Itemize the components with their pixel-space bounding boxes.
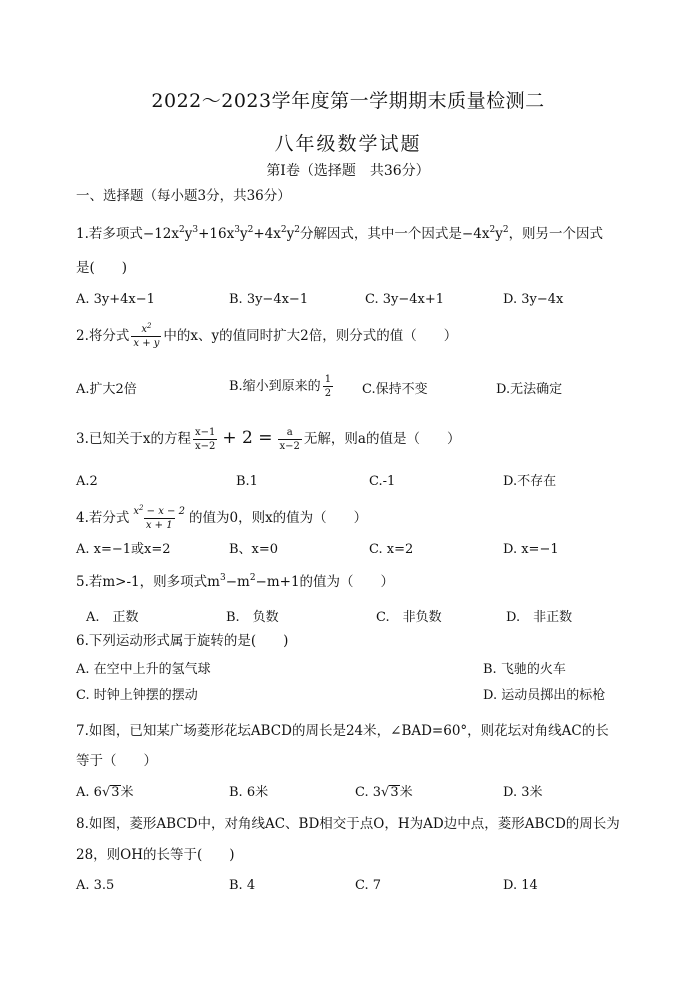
q1-option-c[interactable]: C. 3y−4x+1	[365, 292, 445, 307]
q3-option-a[interactable]: A.2	[76, 474, 98, 489]
q6-option-d[interactable]: D. 运动员掷出的标枪	[483, 688, 606, 703]
question-1-line-2: 是( )	[76, 260, 128, 276]
q8-option-d[interactable]: D. 14	[503, 878, 538, 893]
q4-option-d[interactable]: D. x=−1	[503, 542, 559, 557]
q2-fraction: $\frac{x^2}{x + y}$	[133, 322, 160, 349]
q2-option-a[interactable]: A.扩大2倍	[76, 382, 137, 397]
q2-option-c[interactable]: C.保持不变	[362, 382, 428, 397]
q7-option-b[interactable]: B. 6米	[229, 785, 269, 800]
question-3-line: 3.已知关于x的方程 $\frac{x-1}{x-2}$ + 2 = $\frac{a}{x-2}$ 无解，则a的值是（ ）	[76, 427, 461, 452]
q8-option-b[interactable]: B. 4	[229, 878, 256, 893]
question-7-line-1: 7.如图，已知某广场菱形花坛ABCD的周长是24米，∠BAD=60°，则花坛对角线AC的长	[76, 723, 609, 739]
q3-fraction-right: $\frac{a}{x-2}$	[279, 427, 300, 452]
q8-option-c[interactable]: C. 7	[355, 878, 382, 893]
q1-option-d[interactable]: D. 3y−4x	[503, 292, 564, 307]
q5-option-b[interactable]: B. 负数	[226, 610, 279, 625]
q6-option-c[interactable]: C. 时钟上钟摆的摆动	[76, 688, 198, 703]
sqrt-icon: √	[101, 785, 111, 800]
q2-option-b[interactable]: B.缩小到原来的 $\frac{1}{2}$	[229, 374, 332, 399]
sqrt-icon: √	[381, 785, 390, 800]
q6-option-a[interactable]: A. 在空中上升的氢气球	[76, 662, 211, 677]
q3-fraction-left: $\frac{x-1}{x-2}$	[195, 427, 216, 452]
q4-option-a[interactable]: A. x=−1或x=2	[76, 542, 171, 557]
question-5-line: 5.若m>-1，则多项式$m^3-m^2-m+1$的值为（ ）	[76, 573, 395, 590]
q4-option-c[interactable]: C. x=2	[369, 542, 414, 557]
q7-option-c[interactable]: C. 3√3米	[355, 785, 413, 800]
section-heading: 一、选择题（每小题3分，共36分）	[76, 188, 291, 204]
q5-option-c[interactable]: C. 非负数	[376, 610, 442, 625]
question-4-line: 4.若分式 $\frac{x^2 - x - 2}{x + 1}$ 的值为0，则x的值为（ ）	[76, 504, 368, 531]
question-8-line-1: 8.如图，菱形ABCD中，对角线AC、BD相交于点O，H为AD边中点，菱形ABCD的周长为	[76, 816, 620, 832]
q1-option-a[interactable]: A. 3y+4x−1	[76, 292, 155, 307]
q3-option-c[interactable]: C.-1	[369, 474, 396, 489]
q5-option-d[interactable]: D. 非正数	[506, 610, 573, 625]
q1-option-b[interactable]: B. 3y−4x−1	[229, 292, 309, 307]
q3-option-b[interactable]: B.1	[236, 474, 258, 489]
q8-option-a[interactable]: A. 3.5	[76, 878, 115, 893]
question-6-line: 6.下列运动形式属于旋转的是( )	[76, 633, 289, 649]
q7-option-d[interactable]: D. 3米	[503, 785, 543, 800]
question-7-line-2: 等于（ ）	[76, 753, 157, 769]
question-8-line-2: 28，则OH的长等于( )	[76, 847, 235, 863]
volume-label: 第Ⅰ卷（选择题 共36分）	[266, 163, 430, 179]
q3-option-d[interactable]: D.不存在	[503, 474, 557, 489]
q2-half-fraction: $\frac{1}{2}$	[324, 374, 332, 399]
q4-option-b[interactable]: B、x=0	[229, 542, 279, 557]
q2-option-d[interactable]: D.无法确定	[496, 382, 563, 397]
q6-option-b[interactable]: B. 飞驰的火车	[483, 662, 566, 677]
question-1-line-1: 1.若多项式$-12x^2y^3+16x^3y^2+4x^2y^2$分解因式，其中一个因式是$-4x^2y^2$，则另一个因式	[76, 225, 604, 242]
exam-subtitle: 八年级数学试题	[274, 133, 422, 155]
q5-option-a[interactable]: A. 正数	[86, 610, 139, 625]
q4-fraction: $\frac{x^2 - x - 2}{x + 1}$	[133, 504, 185, 531]
question-2-line: 2.将分式 $\frac{x^2}{x + y}$ 中的x、y的值同时扩大2倍，则分式的值（ ）	[76, 322, 458, 349]
exam-title: 2022～2023学年度第一学期期末质量检测二	[151, 90, 545, 112]
q7-option-a[interactable]: A. 6√3米	[76, 785, 134, 800]
